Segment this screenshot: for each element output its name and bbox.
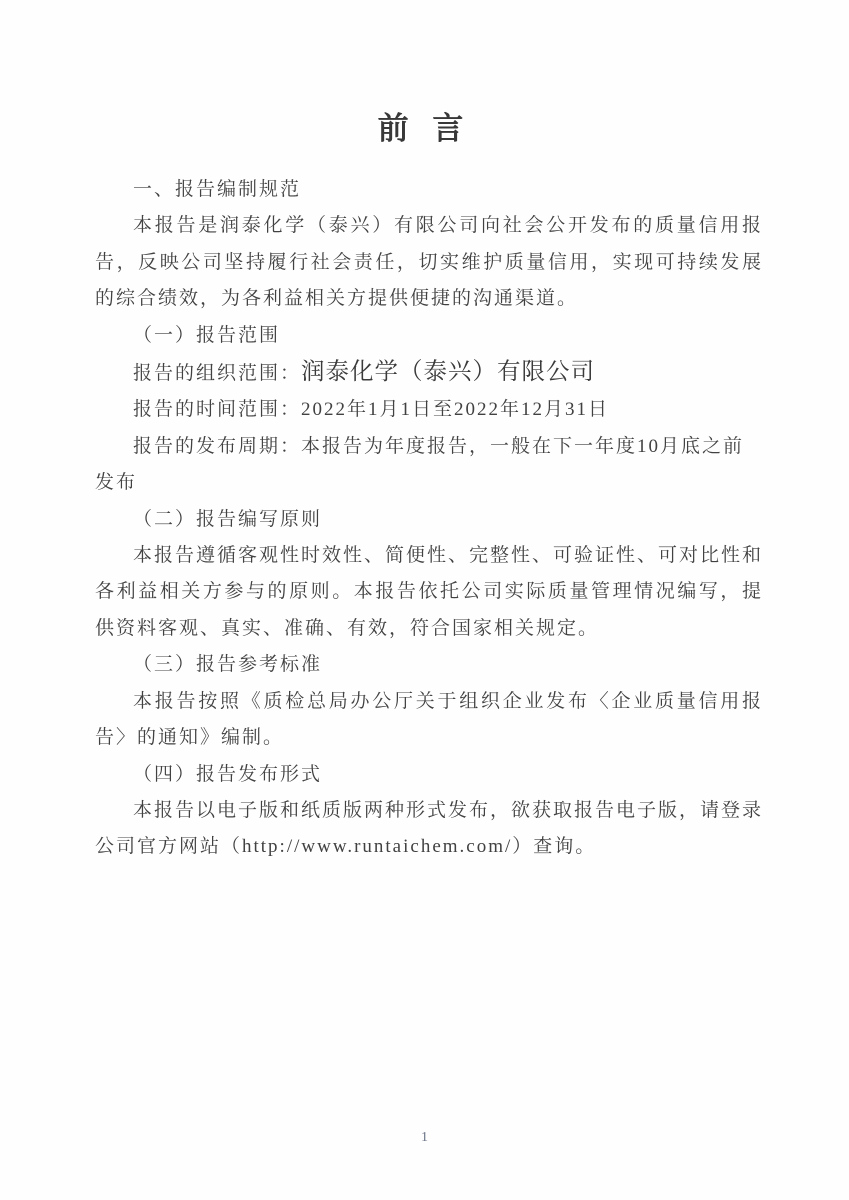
subsection-heading-scope: （一）报告范围 bbox=[133, 324, 281, 346]
page-number: 1 bbox=[421, 1130, 428, 1145]
subsection-heading-release-form: （四）报告发布形式 bbox=[133, 763, 323, 785]
principles-paragraph: 本报告遵循客观性时效性、简便性、完整性、可验证性、可对比性和各利益相关方参与的原则。本报告依托公司实际质量管理情况编写，提供资料客观、真实、准确、有效，符合国家相关规定。 bbox=[95, 545, 764, 639]
release-form-paragraph: 本报告以电子版和纸质版两种形式发布，欲获取报告电子版，请登录公司官方网站（http://www.runtaichem.com/）查询。 bbox=[95, 799, 764, 858]
publish-cycle-value: 本报告为年度报告，一般在下一年度10月底之前发布 bbox=[95, 435, 745, 494]
time-scope-value: 2022年1月1日至2022年12月31日 bbox=[301, 399, 610, 421]
section-heading: 一、报告编制规范 bbox=[133, 179, 302, 200]
subsection-heading-standards: （三）报告参考标准 bbox=[133, 654, 323, 676]
organization-name-value: 润泰化学（泰兴）有限公司 bbox=[301, 359, 596, 386]
intro-paragraph: 本报告是润泰化学（泰兴）有限公司向社会公开发布的质量信用报告，反映公司坚持履行社会责任，切实维护质量信用，实现可持续发展的综合绩效，为各利益相关方提供便捷的沟通渠道。 bbox=[95, 215, 763, 310]
field-label-publish-cycle: 报告的发布周期： bbox=[133, 435, 302, 457]
report-time-scope-line bbox=[95, 392, 763, 428]
field-label-organization-scope: 报告的组织范围： bbox=[133, 363, 302, 385]
page-title: 前 言 bbox=[377, 111, 472, 146]
standards-paragraph: 本报告按照《质检总局办公厅关于组织企业发布〈企业质量信用报告〉的通知》编制。 bbox=[95, 690, 763, 749]
field-label-time-scope: 报告的时间范围： bbox=[133, 399, 302, 421]
report-cycle-line bbox=[95, 429, 763, 502]
subsection-heading-principles: （二）报告编写原则 bbox=[133, 508, 323, 530]
document-body bbox=[95, 172, 763, 866]
report-organization-scope-line bbox=[95, 354, 763, 392]
